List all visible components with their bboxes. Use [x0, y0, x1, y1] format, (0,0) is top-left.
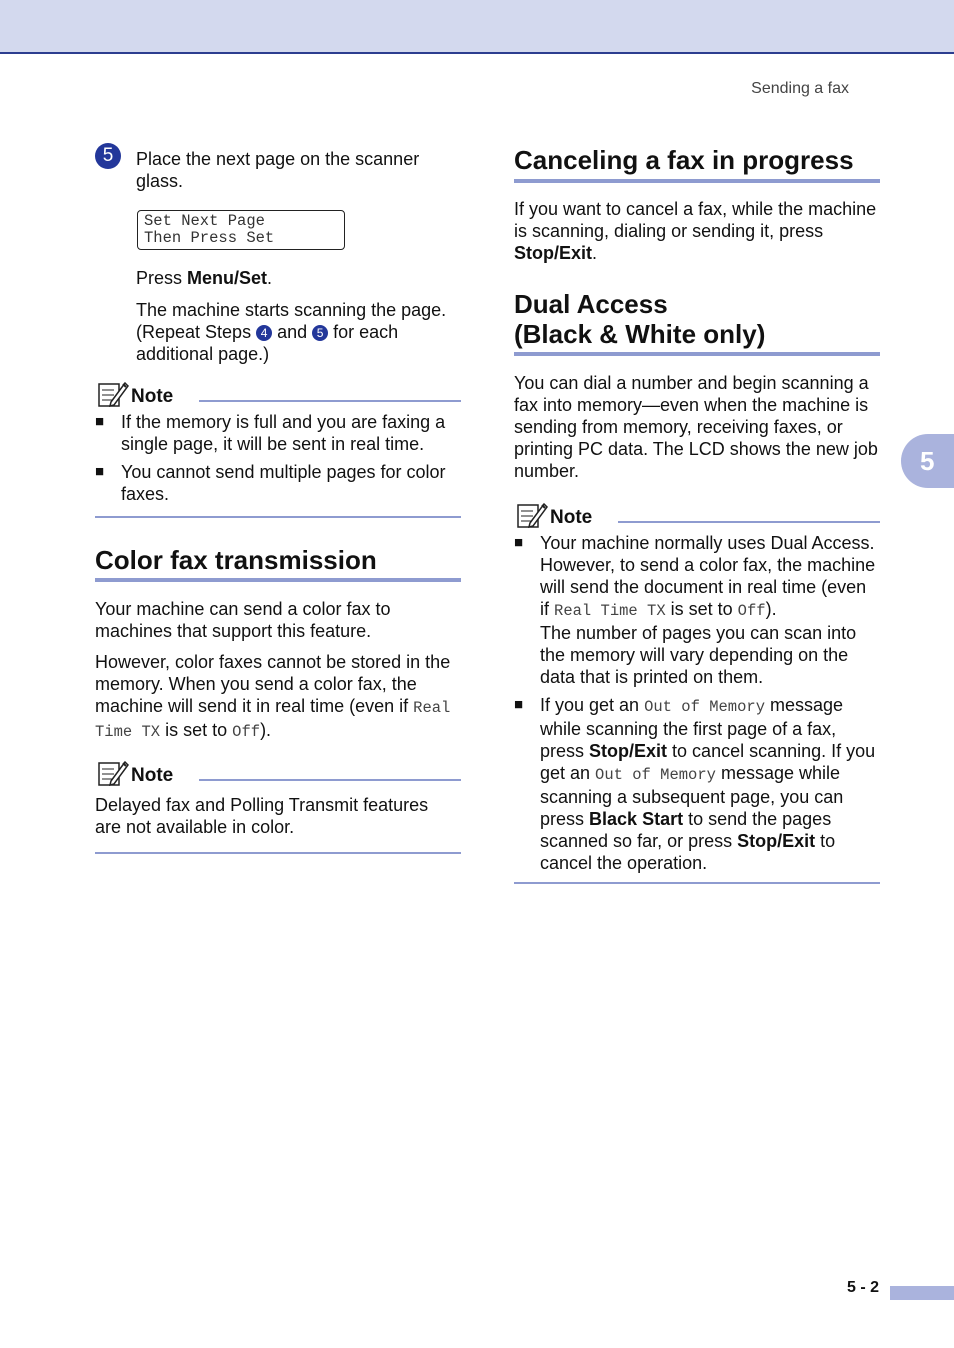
key-name: Black Start [589, 809, 684, 829]
text: scanned so far, or press [540, 831, 738, 851]
running-header: Sending a fax [751, 80, 849, 97]
heading-rule [514, 352, 880, 356]
text: and [272, 322, 313, 342]
text: However, color faxes cannot be stored in the [95, 652, 451, 672]
key-name: Stop/Exit [589, 741, 668, 761]
lcd-text: Real [413, 699, 451, 717]
text: memory. When you send a color fax, the [95, 674, 417, 694]
section-heading: Canceling a fax in progress [514, 145, 854, 175]
text: cancel the operation. [540, 853, 708, 873]
press-instruction [136, 267, 272, 289]
lcd-text: Off [232, 723, 261, 741]
key-name: Menu/Set [187, 268, 268, 288]
text: sending from memory, receiving faxes, or [514, 417, 843, 437]
text: If the memory is full and you are faxing a [121, 412, 446, 432]
bullet-icon: ■ [514, 534, 524, 551]
step-line: Place the next page on the scanner [136, 149, 420, 169]
text: scanning a subsequent page, you can [540, 787, 844, 807]
note-label: Note [550, 507, 593, 528]
note-rule [199, 779, 461, 781]
text: will send the document in real time (even [540, 577, 867, 597]
text: Your machine can send a color fax to [95, 599, 391, 619]
text: machines that support this feature. [95, 621, 372, 641]
text: fax into memory—even when the machine is [514, 395, 869, 415]
text: get an [540, 763, 596, 783]
note-pencil-icon [97, 380, 129, 408]
page-number: 5 - 2 [847, 1279, 880, 1296]
text: for each [328, 322, 399, 342]
text: number. [514, 461, 580, 481]
lcd-text: Time TX [95, 723, 161, 741]
lcd-text: Real Time TX [554, 602, 666, 620]
note-end-rule [95, 516, 461, 518]
bullet-icon: ■ [514, 696, 524, 713]
note-rule [199, 400, 461, 402]
text: press [540, 741, 590, 761]
text: ). [765, 599, 777, 619]
note-pencil-icon [97, 759, 129, 787]
note-pencil-icon [516, 501, 548, 529]
note-end-rule [514, 882, 880, 884]
text: If you get an [540, 695, 645, 715]
note-header [95, 759, 461, 789]
note-item [540, 532, 890, 688]
note-item [95, 794, 465, 838]
text [95, 719, 465, 743]
dual-para [514, 372, 884, 482]
note-item [121, 461, 466, 505]
bullet-icon: ■ [95, 463, 105, 480]
text: to cancel scanning. If you [667, 741, 876, 761]
lcd-line: Set Next Page [144, 212, 265, 230]
text: ). [260, 720, 272, 740]
header-band [0, 0, 954, 54]
step-ref-badge: 4 [256, 325, 272, 341]
text: You cannot send multiple pages for color [121, 462, 446, 482]
heading-line: Dual Access [514, 289, 668, 319]
text: to [815, 831, 836, 851]
text: You can dial a number and begin scanning a [514, 373, 869, 393]
text: However, to send a color fax, the machine [540, 555, 876, 575]
text: message while [715, 763, 841, 783]
text: if [540, 599, 555, 619]
text: data that is printed on them. [540, 667, 764, 687]
text: Your machine normally uses Dual Access. [540, 533, 875, 553]
lcd-display [137, 210, 345, 250]
section-heading [514, 289, 765, 349]
text: single page, it will be sent in real time. [121, 434, 425, 454]
color-fax-para [95, 598, 465, 642]
step-text [136, 148, 466, 192]
note-item [121, 411, 466, 455]
lcd-text: Out of Memory [595, 766, 716, 784]
bullet-icon: ■ [95, 413, 105, 430]
step-line: glass. [136, 171, 184, 191]
text: . [592, 243, 598, 263]
text: The machine starts scanning the page. [136, 300, 447, 320]
text: printing PC data. The LCD shows the new job [514, 439, 878, 459]
note-header [95, 380, 461, 410]
text: is scanning, dialing or sending it, press [514, 221, 824, 241]
key-name: Stop/Exit [514, 243, 593, 263]
note-label: Note [131, 386, 174, 407]
text [540, 694, 890, 718]
cancel-para [514, 198, 884, 264]
text [540, 830, 890, 852]
text [95, 695, 465, 719]
text: . [267, 268, 273, 288]
heading-rule [514, 179, 880, 183]
text: is set to [665, 599, 738, 619]
chapter-tab: 5 [901, 434, 954, 488]
lcd-line: Then Press Set [144, 229, 275, 247]
step-number-badge: 5 [95, 143, 121, 169]
text: machine will send it in real time (even if [95, 696, 414, 716]
note-rule [618, 521, 880, 523]
heading-rule [95, 578, 461, 582]
text: to send the pages [683, 809, 832, 829]
text: message [765, 695, 844, 715]
text: are not available in color. [95, 817, 295, 837]
text: is set to [160, 720, 233, 740]
text: If you want to cancel a fax, while the machine [514, 199, 877, 219]
scan-info [136, 299, 466, 365]
note-end-rule [95, 852, 461, 854]
color-fax-para [95, 651, 465, 743]
note-label: Note [131, 765, 174, 786]
lcd-text: Out of Memory [644, 698, 765, 716]
text: the memory will vary depending on the [540, 645, 849, 665]
text [514, 242, 884, 264]
text: faxes. [121, 484, 170, 504]
text [540, 598, 890, 622]
text: The number of pages you can scan into [540, 623, 857, 643]
text [540, 762, 890, 786]
lcd-text: Off [737, 602, 766, 620]
text: Press [136, 268, 188, 288]
note-header [514, 501, 880, 531]
heading-line: (Black & White only) [514, 319, 766, 349]
text: while scanning the first page of a fax, [540, 719, 837, 739]
step-ref-badge: 5 [312, 325, 328, 341]
footer-bar [890, 1286, 954, 1300]
section-heading: Color fax transmission [95, 545, 377, 575]
text: Delayed fax and Polling Transmit features [95, 795, 429, 815]
text [540, 740, 890, 762]
note-item [540, 694, 890, 874]
text [540, 808, 890, 830]
text: additional page.) [136, 344, 270, 364]
key-name: Stop/Exit [737, 831, 816, 851]
text [136, 321, 466, 343]
text: press [540, 809, 590, 829]
text: (Repeat Steps [136, 322, 257, 342]
